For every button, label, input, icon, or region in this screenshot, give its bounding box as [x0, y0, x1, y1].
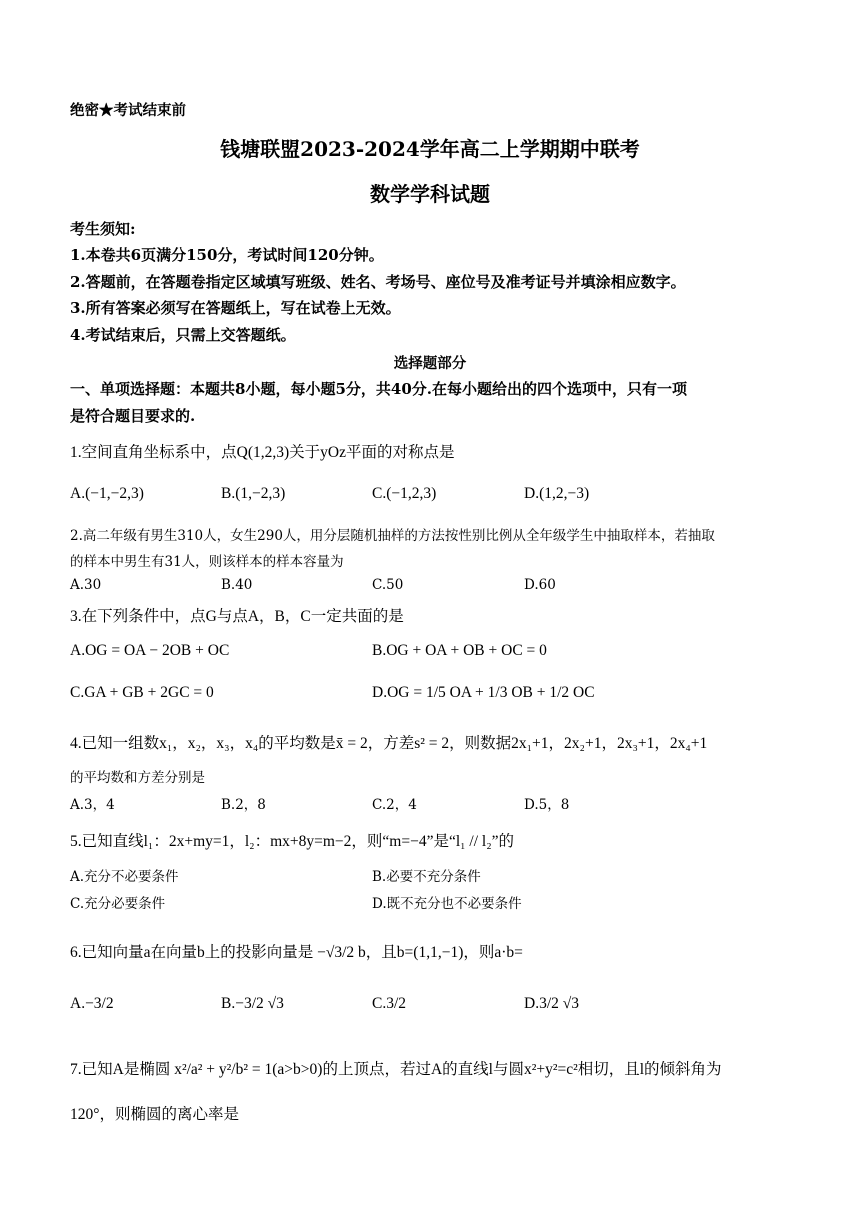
question-2-option-c: C.50	[372, 577, 404, 593]
question-5-option-c: C.充分必要条件	[70, 896, 166, 912]
question-4-stem: 4.已知一组数x₁，x₂，x₃，x₄的平均数是x̄ = 2，方差s² = 2，则数据2x₁+1，2x₂+1，2x₃+1，2x₄+1	[70, 735, 708, 752]
question-1-option-a: A.(−1,−2,3)	[70, 485, 144, 502]
instruction-item: 2.答题前，在答题卷指定区域填写班级、姓名、考场号、座位号及准考证号并填涂相应数字。	[70, 273, 686, 291]
question-6-option-a: A.−3/2	[70, 995, 114, 1012]
instruction-item: 1.本卷共6页满分150分，考试时间120分钟。	[70, 246, 384, 264]
question-1-stem: 1.空间直角坐标系中，点Q(1,2,3)关于yOz平面的对称点是	[70, 444, 455, 461]
part1-instruction-cont: 是符合题目要求的.	[70, 407, 196, 425]
question-6-option-d: D.3/2 √3	[524, 995, 580, 1012]
question-2-option-d: D.60	[524, 577, 556, 593]
question-3-option-d: D.OG = 1/5 OA + 1/3 OB + 1/2 OC	[372, 684, 595, 701]
question-2-option-b: B.40	[221, 577, 253, 593]
question-3-stem: 3.在下列条件中，点G与点A，B，C一定共面的是	[70, 608, 404, 625]
question-2-stem: 2.高二年级有男生310人，女生290人，用分层随机抽样的方法按性别比例从全年级学生中抽取样本，若抽取	[70, 528, 715, 544]
question-5-option-d: D.既不充分也不必要条件	[372, 896, 522, 912]
instruction-item: 4.考试结束后，只需上交答题纸。	[70, 326, 296, 344]
part1-instruction: 一、单项选择题：本题共8小题，每小题5分，共40分.在每小题给出的四个选项中，只有一项	[70, 380, 687, 398]
question-2-option-a: A.30	[70, 577, 102, 593]
secret-label: 绝密★考试结束前	[70, 102, 186, 119]
question-4-option-b: B.2，8	[221, 797, 266, 813]
question-7-stem: 7.已知A是椭圆 x²/a² + y²/b² = 1(a>b>0)的上顶点，若过A的直线l与圆x²+y²=c²相切，且l的倾斜角为	[70, 1061, 722, 1078]
question-4-option-d: D.5，8	[524, 797, 570, 813]
question-3-option-c: C.GA + GB + 2GC = 0	[70, 684, 214, 701]
question-3-option-a: A.OG = OA − 2OB + OC	[70, 642, 230, 659]
instruction-item: 3.所有答案必须写在答题纸上，写在试卷上无效。	[70, 299, 401, 317]
question-5-stem: 5.已知直线l₁：2x+my=1，l₂：mx+8y=m−2，则“m=−4”是“l₁ // l₂”的	[70, 833, 515, 850]
question-5-option-a: A.充分不必要条件	[70, 869, 179, 885]
question-4-option-c: C.2，4	[372, 797, 417, 813]
page-title: 钱塘联盟2023-2024学年高二上学期期中联考	[220, 137, 640, 161]
question-1-option-d: D.(1,2,−3)	[524, 485, 590, 502]
question-6-option-c: C.3/2	[372, 995, 407, 1012]
question-5-option-b: B.必要不充分条件	[372, 869, 481, 885]
question-4-option-a: A.3，4	[70, 797, 115, 813]
page-subtitle: 数学学科试题	[370, 182, 490, 206]
question-3-option-b: B.OG + OA + OB + OC = 0	[372, 642, 547, 659]
question-1-option-c: C.(−1,2,3)	[372, 485, 437, 502]
question-4-stem-cont: 的平均数和方差分别是	[70, 770, 205, 786]
question-6-option-b: B.−3/2 √3	[221, 995, 284, 1012]
question-7-stem-cont: 120°，则椭圆的离心率是	[70, 1106, 239, 1123]
question-6-stem: 6.已知向量a在向量b上的投影向量是 −√3/2 b，且b=(1,1,−1)，则a·b=	[70, 944, 523, 961]
instructions-heading: 考生须知:	[70, 220, 136, 238]
section-title: 选择题部分	[393, 355, 467, 372]
question-2-stem-cont: 的样本中男生有31人，则该样本的样本容量为	[70, 554, 344, 570]
question-1-option-b: B.(1,−2,3)	[221, 485, 286, 502]
